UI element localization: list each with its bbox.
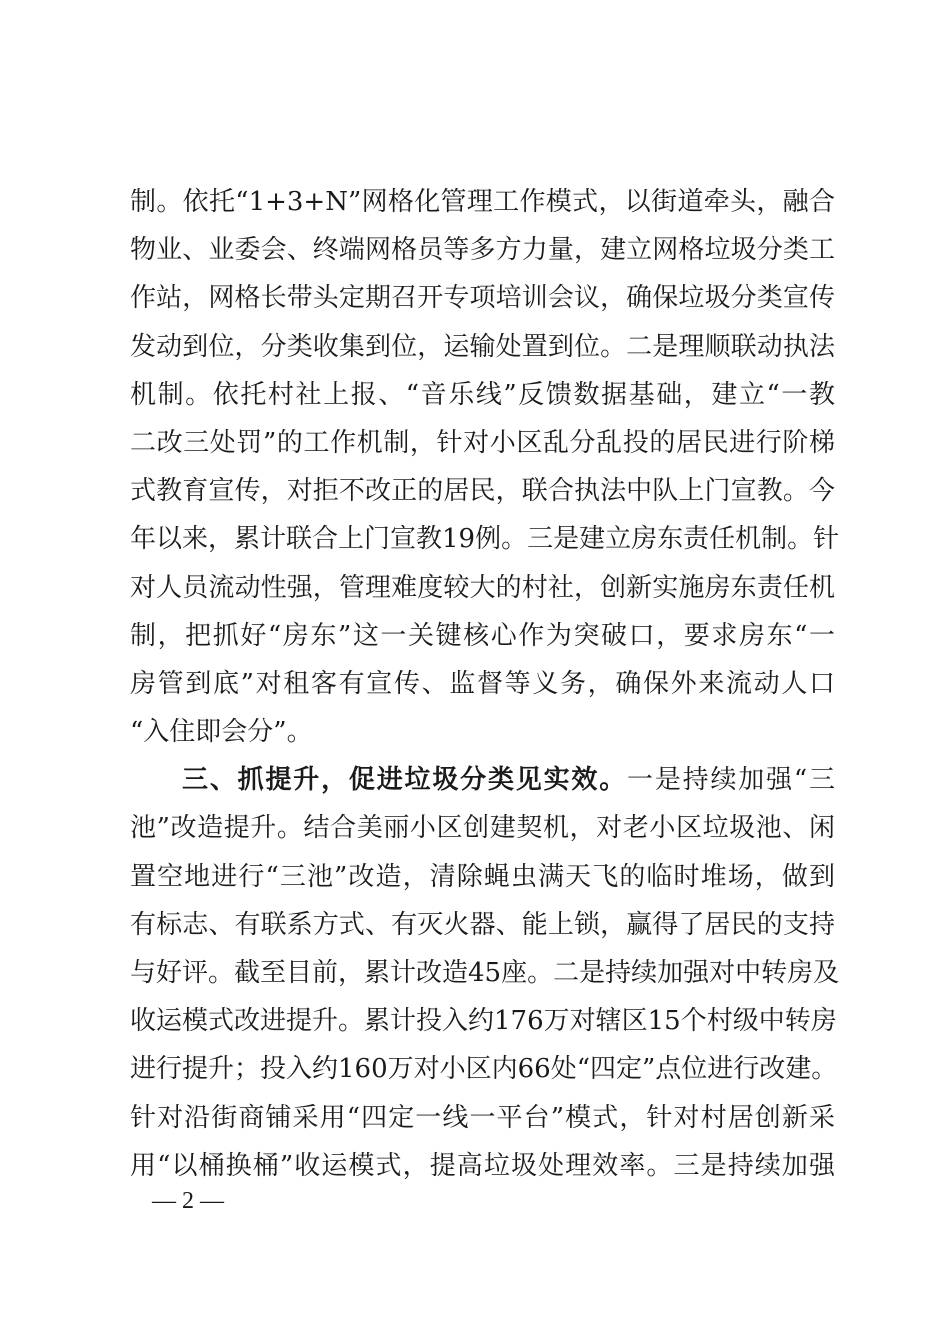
text-line: 与好评。截至目前，累计改造45座。二是持续加强对中转房及 (130, 958, 840, 988)
text-line: 物业、业委会、终端网格员等多方力量，建立网格垃圾分类工 (130, 235, 835, 266)
text-line: “入住即会分”。 (130, 717, 313, 748)
text-line: 对人员流动性强，管理难度较大的村社，创新实施房东责任机 (130, 572, 835, 603)
text-line: 池”改造提升。结合美丽小区创建契机，对老小区垃圾池、闲 (130, 813, 835, 844)
text-line: 制。依托“1+3+N”网格化管理工作模式，以街道牵头，融合 (130, 187, 835, 217)
text-line: 年以来，累计联合上门宣教19例。三是建立房东责任机制。针 (130, 524, 840, 555)
text-line: 制，把抓好“房东”这一关键核心作为突破口，要求房东“一 (130, 620, 835, 651)
heading-line-text: 一是持续加强“三 (627, 765, 835, 796)
section-heading: 三、抓提升，促进垃圾分类见实效。 (182, 765, 628, 796)
text-line: 置空地进行“三池”改造，清除蝇虫满天飞的临时堆场，做到 (130, 861, 835, 892)
text-line: 有标志、有联系方式、有灭火器、能上锁，赢得了居民的支持 (130, 909, 835, 940)
text-line: 作站，网格长带头定期召开专项培训会议，确保垃圾分类宣传 (130, 283, 835, 314)
text-line: 发动到位，分类收集到位，运输处置到位。二是理顺联动执法 (130, 331, 835, 362)
text-line: 机制。依托村社上报、“音乐线”反馈数据基础，建立“一教 (130, 379, 835, 410)
text-line: 式教育宣传，对拒不改正的居民，联合执法中队上门宣教。今 (130, 476, 835, 507)
page-number: — 2 — (152, 1188, 224, 1214)
text-line: 针对沿街商铺采用“四定一线一平台”模式，针对村居创新采 (130, 1102, 835, 1133)
body-text (130, 178, 840, 1190)
text-line: 房管到底”对租客有宣传、监督等义务，确保外来流动人口 (130, 668, 835, 699)
text-line: 用“以桶换桶”收运模式，提高垃圾处理效率。三是持续加强 (130, 1150, 835, 1181)
text-line: 二改三处罚”的工作机制，针对小区乱分乱投的居民进行阶梯 (130, 427, 835, 458)
text-line: 进行提升；投入约160万对小区内66处“四定”点位进行改建。 (130, 1054, 838, 1085)
section-heading-line (130, 756, 835, 804)
text-line: 收运模式改进提升。累计投入约176万对辖区15个村级中转房 (130, 1006, 837, 1037)
